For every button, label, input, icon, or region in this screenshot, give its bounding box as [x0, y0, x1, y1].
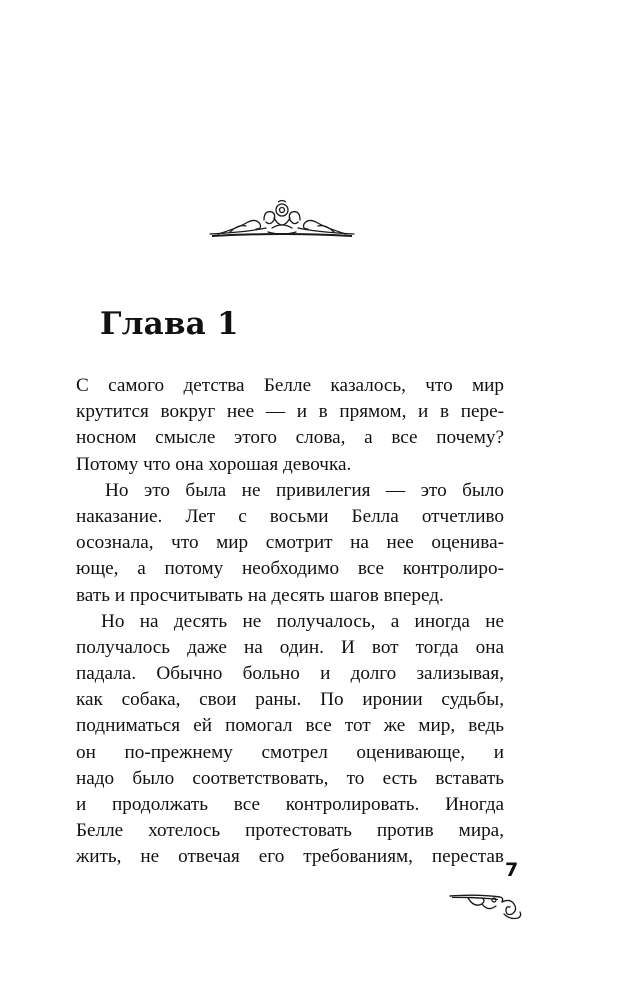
text-line: вать и просчитывать на десять шагов вперед. [76, 584, 444, 606]
text-line: жить, не отвечая его требованиям, перестав [76, 846, 504, 868]
text-line: Потому что она хорошая девочка. [76, 453, 352, 475]
text-line: получалось даже на один. И вот тогда она [76, 636, 504, 658]
flourish-divider-icon [208, 198, 356, 240]
text-line: Но это была не привилегия — это было [105, 479, 504, 501]
body-text [76, 373, 504, 871]
text-line: Белле хотелось протестовать против мира, [76, 820, 504, 842]
text-line: он по-прежнему смотрел оценивающе, и [76, 741, 504, 763]
text-line: падала. Обычно больно и долго зализывая, [76, 663, 504, 685]
text-line: как собака, свои раны. По иронии судьбы, [76, 689, 504, 711]
page-number: 7 [505, 859, 519, 881]
text-line: носном смысле этого слова, а все почему? [76, 427, 504, 449]
text-line: и продолжать все контролировать. Иногда [76, 794, 504, 815]
text-line: подниматься ей помогал все тот же мир, ведь [76, 715, 504, 737]
text-line: наказание. Лет с восьми Белла отчетливо [76, 505, 504, 527]
flourish-corner-icon [448, 888, 524, 922]
text-line: крутится вокруг нее — и в прямом, и в пере- [76, 401, 504, 423]
text-line: С самого детства Белле казалось, что мир [76, 375, 504, 396]
chapter-title: Глава 1 [100, 306, 239, 342]
text-line: осознала, что мир смотрит на нее оценива- [76, 532, 504, 554]
text-line: Но на десять не получалось, а иногда не [101, 610, 504, 632]
text-line: юще, а потому необходимо все контролиро- [76, 558, 504, 580]
text-line: надо было соответствовать, то есть вставать [76, 767, 504, 789]
